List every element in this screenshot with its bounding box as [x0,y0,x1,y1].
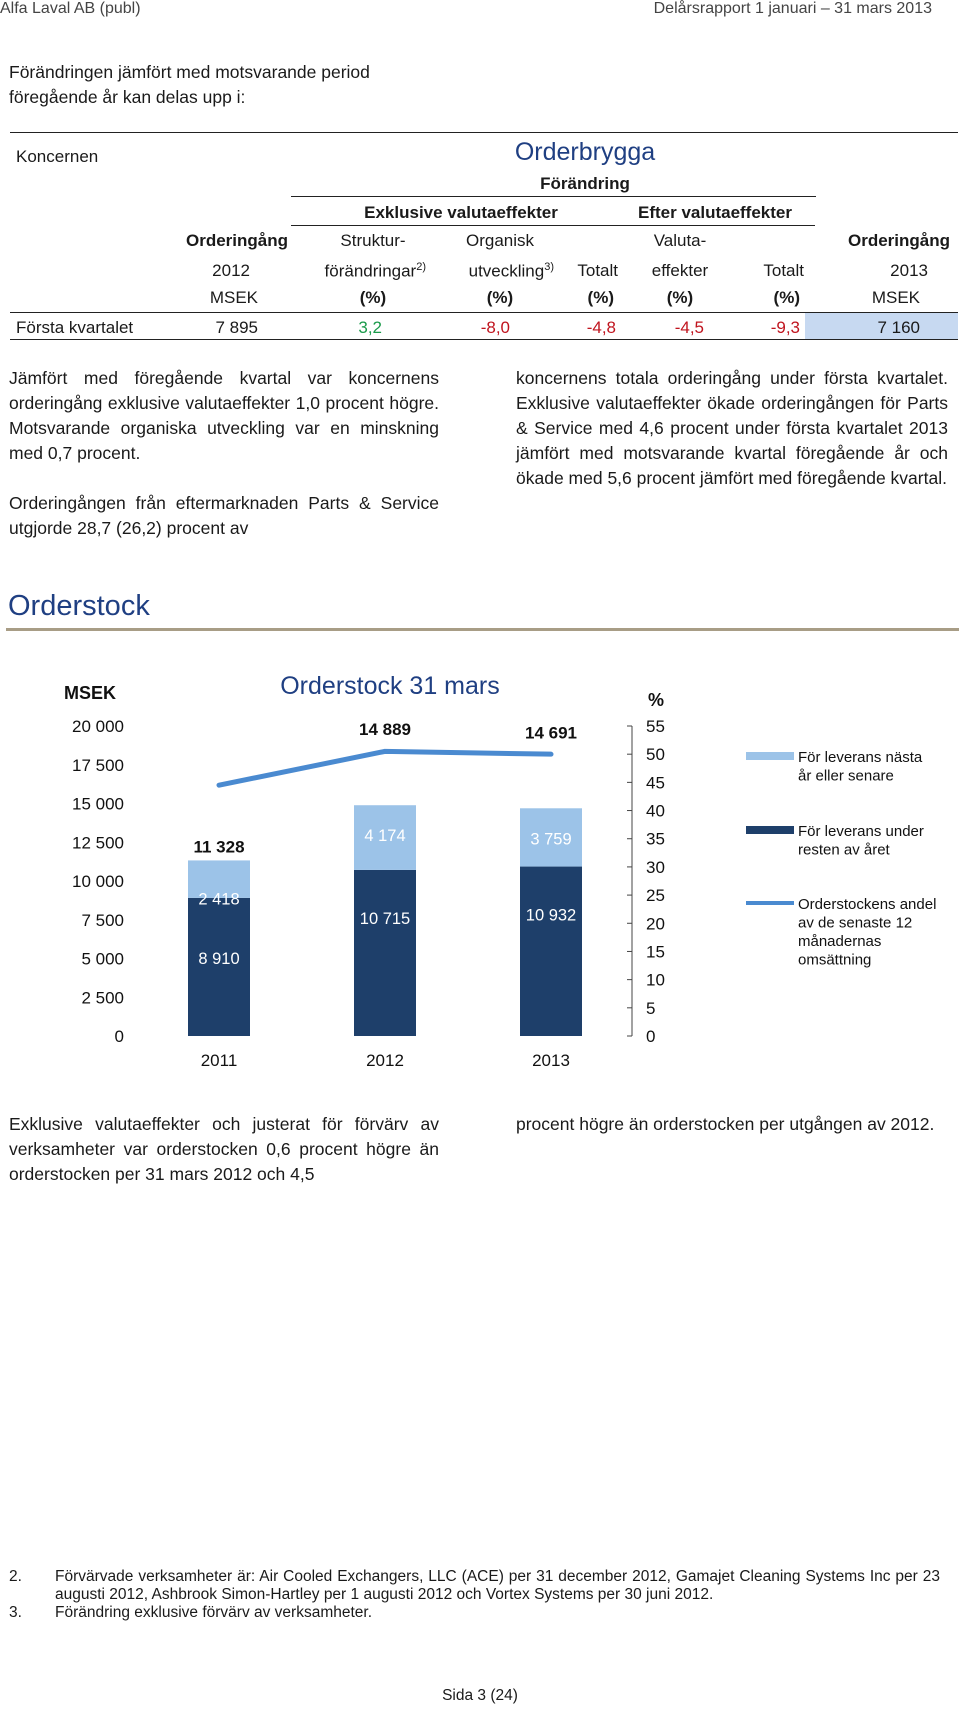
col-tot2-l3: (%) [773,288,800,307]
group-after-label: Efter valutaeffekter [637,203,792,222]
subgroup-underline [291,225,815,226]
paragraph2-left: Exklusive valutaeffekter och justerat för förvärv av verksamheter var orderstocken 0,6 procent högre än orderstocken per 31 mars 2012 och 4,5 [9,1114,439,1184]
y2-tick-label: 45 [646,773,665,793]
y-axis-label-left: MSEK [64,683,117,703]
data-label-current-year: 10 715 [359,909,411,928]
header-report-title: Delårsrapport 1 januari – 31 mars 2013 [653,0,932,17]
legend-label: år eller senare [798,767,894,785]
col-in2012-l1: Orderingång [185,231,288,250]
y-tick-label: 0 [114,1027,124,1046]
footnotes [9,1568,949,1622]
legend-label: av de senaste 12 [798,914,913,932]
data-label-current-year: 10 932 [525,906,577,925]
footnote-2: 2. Förvärvade verksamheter är: Air Cooled Exchangers, LLC (ACE) per 31 december 2012, Gamajet Cleaning Systems Inc per 23 augusti 2012, Ashbrook Simon-Hartley per 1 augusti 2012 och Vortex Systems per 30 juni 2012. [9,1568,940,1603]
col-org-l1: Organisk [465,231,535,250]
cell-in2013: 7 160 [877,318,920,337]
legend-label: månadernas [798,933,882,950]
y2-tick-label: 50 [646,745,665,765]
data-label-next-year: 4 174 [364,827,406,846]
y-tick-label: 20 000 [72,717,124,736]
legend-label: Orderstockens andel [798,896,937,913]
table-top-rule [10,132,958,133]
y2-tick-label: 35 [646,829,665,849]
col-in2012-l2: 2012 [212,261,250,280]
legend-label: resten av året [798,841,890,859]
cell-in2012: 7 895 [215,318,258,337]
col-struct-l1: Struktur- [340,231,406,250]
col-tot1-l2: Totalt [577,261,618,280]
col-in2013-l1: Orderingång [847,231,950,250]
section-title: Orderstock [8,590,150,622]
y2-tick-label: 15 [646,942,665,962]
y2-tick-label: 30 [646,857,665,877]
y2-tick-label: 0 [646,1027,656,1046]
y2-tick-label: 25 [646,886,665,906]
col-in2012-l3: MSEK [209,288,258,307]
change-underline [291,196,816,197]
legend-label: För leverans under [798,823,924,840]
col-in2013-l2: 2013 [890,261,928,280]
header-company: Alfa Laval AB (publ) [0,0,141,17]
legend-label: För leverans nästa [798,749,923,766]
legend-swatch [746,826,794,834]
col-org-l3: (%) [486,288,514,307]
line-series [219,751,551,785]
cell-tot1: -4,8 [586,318,616,337]
cell-struct: 3,2 [358,318,382,337]
data-label-next-year: 3 759 [530,830,572,849]
group-change-label: Förändring [540,174,630,193]
footnote-3: 3. Förändring exklusive förvärv av verksamheter. [9,1604,373,1621]
y-tick-label: 17 500 [72,755,124,775]
page-number: Sida 3 (24) [442,1687,518,1704]
col-org-l2: utveckling$^{3)}$ [468,261,554,281]
y-tick-label: 2 500 [81,988,124,1008]
order-bridge-title: Orderbrygga [514,138,656,166]
bar-segment-current-year [354,870,416,1036]
row-label: Första kvartalet [16,318,134,337]
y-tick-label: 12 500 [72,833,124,853]
x-tick-label: 2012 [366,1051,404,1070]
x-tick-label: 2011 [200,1051,238,1070]
col-fx-l1: Valuta- [653,231,707,250]
table-bottom-rule [10,339,958,340]
legend-swatch [746,901,794,905]
y2-tick-label: 5 [646,998,656,1018]
col-fx-l2: effekter [651,261,709,280]
col-tot1-l3: (%) [587,288,614,307]
y2-tick-label: 20 [646,914,665,934]
y-tick-label: 10 000 [72,872,124,891]
col-struct-l2: förändringar$^{2)}$ [324,261,426,281]
chart-title: Orderstock 31 mars [280,672,500,700]
cell-fx: -4,5 [674,318,704,337]
section-rule [6,628,959,631]
data-label-next-year: 2 418 [198,890,240,909]
row-label-header: Koncernen [16,147,99,166]
y2-tick-label: 10 [646,970,665,990]
bar-segment-current-year [520,867,582,1036]
data-label-total: 14 691 [525,723,577,743]
legend-label: omsättning [798,951,872,969]
intro-text: Förändringen jämfört med motsvarande period föregående år kan delas upp i: [9,62,370,107]
data-label-total: 14 889 [359,720,411,740]
legend-swatch [746,752,794,760]
paragraph2-right: procent högre än orderstocken per utgången av 2012. [516,1114,935,1134]
orderstock-chart [0,650,960,1090]
y-tick-label: 15 000 [72,794,124,814]
x-tick-label: 2013 [532,1051,570,1070]
col-tot2-l2: Totalt [763,261,804,280]
col-struct-l3: (%) [359,288,387,307]
y2-tick-label: 40 [646,801,665,821]
y-tick-label: 5 000 [81,949,124,969]
cell-org: -8,0 [480,318,510,337]
cell-tot2: -9,3 [770,318,800,337]
order-bridge-table [0,0,960,345]
y-axis-label-right: % [648,690,665,710]
data-label-current-year: 8 910 [198,949,240,968]
group-excl-label: Exklusive valutaeffekter [364,203,558,222]
col-fx-l3: (%) [666,288,694,307]
col-in2013-l3: MSEK [871,288,920,307]
paragraph-right: koncernens totala orderingång under första kvartalet. Exklusive valutaeffekter ökade orderingången för Parts & Service med 4,6 procent under första kvartalet 2013 jämfört med motsvarande kvartal föregående år och ökade med 5,6 procent jämfört med föregående kvartal. [516,368,948,488]
data-label-total: 11 328 [193,837,245,857]
y2-tick-label: 55 [646,717,665,736]
y-tick-label: 7 500 [81,910,124,930]
paragraph-left: Jämfört med föregående kvartal var koncernens orderingång exklusive valutaeffekter 1,0 procent högre. Motsvarande organiska utveckling var en minskning med 0,7 procent. Orderingången från eftermarknaden Parts & Service utgjorde 28,7 (26,2) procent av [9,368,439,538]
